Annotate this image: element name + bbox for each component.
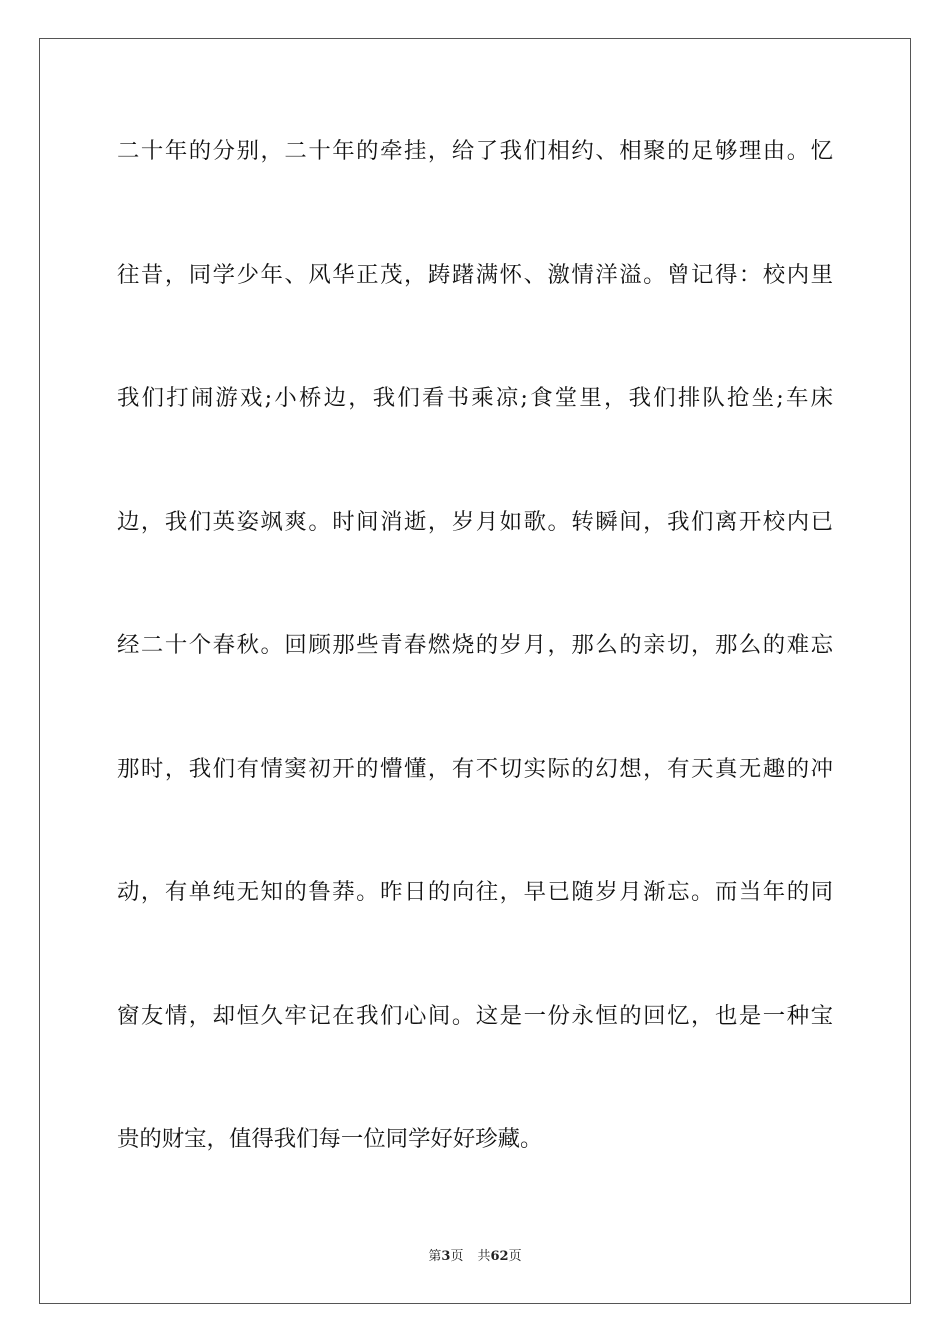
paragraph-line: 我们打闹游戏;小桥边，我们看书乘凉;食堂里，我们排队抢坐;车床 bbox=[117, 385, 833, 411]
page-suffix: 页 bbox=[450, 1249, 464, 1264]
page-footer bbox=[0, 1248, 950, 1266]
paragraph-line: 边，我们英姿飒爽。时间消逝，岁月如歌。转瞬间，我们离开校内已 bbox=[117, 508, 833, 535]
page-number: 3 bbox=[441, 1249, 451, 1264]
paragraph-line: 贵的财宝，值得我们每一位同学好好珍藏。 bbox=[117, 1126, 543, 1152]
paragraph-line: 经二十个春秋。回顾那些青春燃烧的岁月，那么的亲切，那么的难忘 bbox=[117, 632, 833, 658]
page-prefix: 第 bbox=[428, 1249, 442, 1264]
paragraph-line: 二十年的分别，二十年的牵挂，给了我们相约、相聚的足够理由。忆 bbox=[117, 138, 833, 164]
paragraph-line: 动，有单纯无知的鲁莽。昨日的向往，早已随岁月渐忘。而当年的同 bbox=[117, 879, 833, 905]
paragraph-line: 那时，我们有情窦初开的懵懂，有不切实际的幻想，有天真无趣的冲 bbox=[117, 755, 833, 782]
document-body bbox=[117, 126, 833, 1238]
paragraph-line: 窗友情，却恒久牢记在我们心间。这是一份永恒的回忆，也是一种宝 bbox=[117, 1002, 833, 1029]
paragraph-line: 往昔，同学少年、风华正茂，踌躇满怀、激情洋溢。曾记得：校内里 bbox=[117, 261, 833, 288]
total-pages: 62 bbox=[490, 1249, 509, 1264]
total-suffix: 页 bbox=[508, 1249, 522, 1264]
total-prefix: 共 bbox=[477, 1249, 491, 1264]
